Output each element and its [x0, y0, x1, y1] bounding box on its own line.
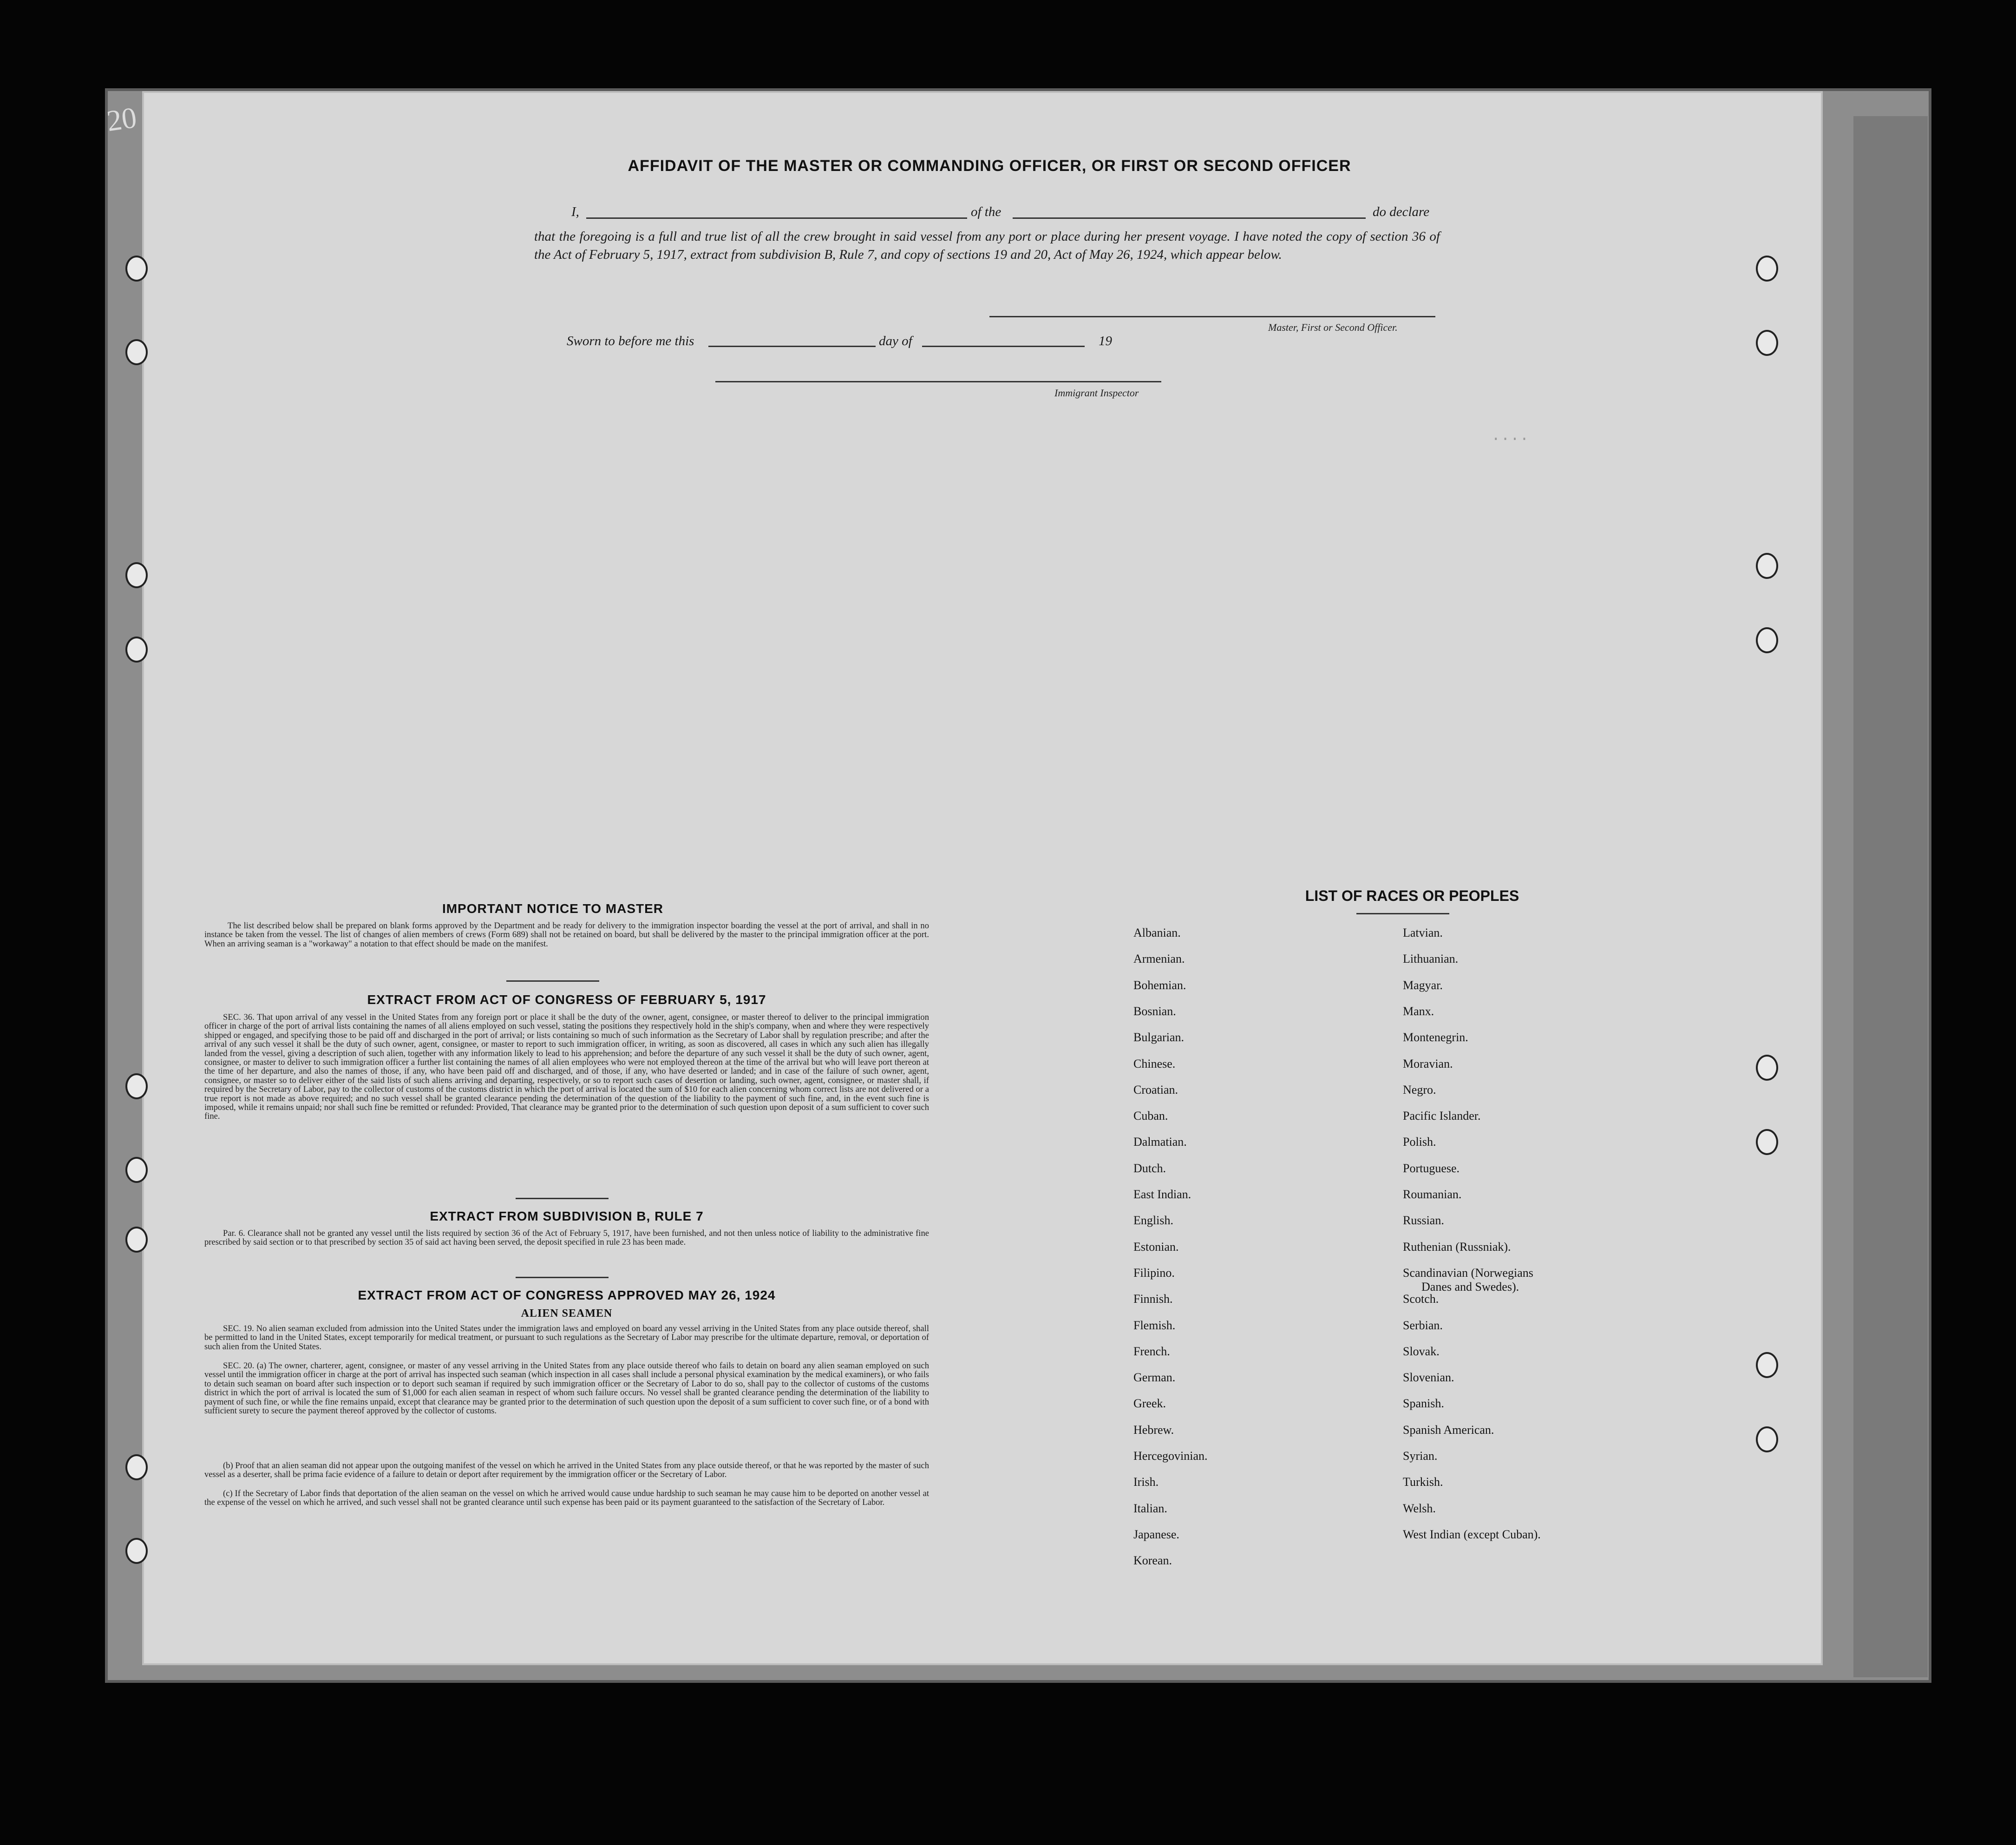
sworn-date-blank — [708, 346, 876, 347]
act-1924-title: EXTRACT FROM ACT OF CONGRESS APPROVED MAY 26, 1924 — [358, 1288, 776, 1302]
race-item: Welsh. — [1403, 1501, 1436, 1515]
race-item: Chinese. — [1133, 1057, 1176, 1070]
race-item: Latvian. — [1403, 926, 1443, 939]
race-item: Montenegrin. — [1403, 1031, 1468, 1044]
race-item: Danes and Swedes). — [1421, 1280, 1519, 1293]
race-item: Slovak. — [1403, 1344, 1440, 1358]
race-item: Scandinavian (Norwegians — [1403, 1266, 1533, 1280]
race-item: Irish. — [1133, 1475, 1159, 1489]
binder-hole — [1756, 1055, 1778, 1081]
act-1917-title: EXTRACT FROM ACT OF CONGRESS OF FEBRUARY 5, 1917 — [367, 992, 766, 1007]
sworn-month-blank — [922, 346, 1085, 347]
sworn-year: 19 — [1099, 334, 1112, 348]
binder-hole — [1756, 1426, 1778, 1452]
race-item: West Indian (except Cuban). — [1403, 1527, 1541, 1541]
race-item: Pacific Islander. — [1403, 1109, 1481, 1123]
notice-title: IMPORTANT NOTICE TO MASTER — [442, 901, 664, 916]
race-item: Greek. — [1133, 1397, 1166, 1411]
binder-hole — [1756, 1129, 1778, 1155]
inspector-signature-line — [715, 381, 1161, 382]
races-title: LIST OF RACES OR PEOPLES — [1305, 887, 1519, 904]
binder-hole — [1756, 553, 1778, 579]
race-item: East Indian. — [1133, 1188, 1191, 1201]
vessel-blank-line — [1013, 217, 1366, 219]
binder-hole — [125, 1454, 148, 1480]
race-item: Hebrew. — [1133, 1423, 1174, 1437]
race-item: Dutch. — [1133, 1161, 1166, 1175]
race-item: Cuban. — [1133, 1109, 1168, 1123]
corner-number: 20 — [105, 100, 139, 138]
races-divider — [1356, 913, 1449, 914]
race-item: Polish. — [1403, 1135, 1436, 1149]
race-item: Japanese. — [1133, 1527, 1179, 1541]
race-item: Turkish. — [1403, 1475, 1443, 1489]
binder-hole — [1756, 256, 1778, 282]
race-item: Spanish American. — [1403, 1423, 1494, 1437]
act-1917-body: SEC. 36. That upon arrival of any vessel in the United States from any foreign port or place it shall be the duty of the owner, agent, consignee, or master thereof to deliver to the principal immigration officer in charge of the port of arrival lists containing the names of all aliens employed on such vessel, stating the positions they respectively hold in the ship's company, when and where they were respectively shipped or engaged, and specifying those to be paid off and discharged in the port of arrival; or lists containing so much of such information as the Secretary of Labor shall by regulation prescribe; and after the arrival of any such vessel it shall be the duty of such owner, agent, consignee, or master to report to such immigration officer, in writing, as soon as discovered, all cases in which any such alien has illegally landed from the vessel, giving a description of such alien, together with any information likely to lead to his apprehension; and before the departure of any such vessel it shall be the duty of such owner, agent, consignee, or master to deliver to such immigration officer a further list containing the names of all alien employees who were not employed thereon at the time of the arrival but who will leave port thereon at the time of her departure, and also the names of those, if any, who have been paid off and discharged, and of those, if any, who have deserted or landed; and in case of the failure of such owner, agent, consignee, or master so to deliver either of the said lists of such aliens arriving and departing, respectively, or so to report such cases of desertion or landing, such owner, agent, consignee, or master shall, if required by the Secretary of Labor, pay to the collector of customs of the customs district in which the port of arrival is located the sum of $10 for each alien concerning whom correct lists are not delivered or a true report is not made as above required; and no such vessel shall be granted clearance pending the determination of the question of the liability to the payment of such fine, and, in the event such fine is imposed, while it remains unpaid; nor shall such fine be remitted or refunded: Provided, That clearance may be granted prior to the determination of such question upon deposit of a sum sufficient to cover such fine. — [204, 1012, 929, 1122]
race-item: Ruthenian (Russniak). — [1403, 1240, 1511, 1254]
race-item: Armenian. — [1133, 952, 1185, 966]
race-item: Manx. — [1403, 1004, 1434, 1018]
inspector-caption: Immigrant Inspector — [1054, 387, 1139, 399]
section-divider — [506, 980, 599, 982]
race-item: Slovenian. — [1403, 1371, 1454, 1385]
race-item: Serbian. — [1403, 1318, 1443, 1332]
race-item: Estonian. — [1133, 1240, 1179, 1254]
rule-7-body: Par. 6. Clearance shall not be granted any vessel until the lists required by section 36 of the Act of February 5, 1917, have been furnished, and not then unless notice of liability to the administrative fine prescribed by said section or to that prescribed by section 35 of said act having been served, the deposit specified in rule 23 has been made. — [204, 1228, 929, 1248]
section-divider — [516, 1198, 609, 1199]
bleed-through-text: .... — [1491, 427, 1529, 445]
binder-hole — [1756, 627, 1778, 653]
binder-hole — [125, 1157, 148, 1183]
race-item: Bulgarian. — [1133, 1031, 1185, 1044]
race-item: Magyar. — [1403, 978, 1443, 992]
binder-hole — [125, 256, 148, 282]
race-item: Lithuanian. — [1403, 952, 1459, 966]
race-item: Filipino. — [1133, 1266, 1175, 1280]
affidavit-body: that the foregoing is a full and true list of all the crew brought in said vessel from any port or place during her present voyage. I have noted the copy of section 36 of the Act of February 5, 1917, extract from subdivision B, Rule 7, and copy of sections 19 and 20, Act of May 26, 1924, which appear below. — [534, 229, 1440, 262]
sworn-prefix: Sworn to before me this — [567, 334, 694, 348]
sworn-day-of: day of — [879, 334, 912, 348]
binder-hole — [125, 1538, 148, 1564]
race-item: Hercegovinian. — [1133, 1449, 1208, 1463]
act-1924-sec20b: (b) Proof that an alien seaman did not appear upon the outgoing manifest of the vessel on which he arrived in the United States from any place outside thereof, or that he was reported by the master of such vessel as a deserter, shall be prima facie evidence of a failure to detain or deport after requirement by the immigration officer or the Secretary of Labor. — [204, 1461, 929, 1480]
race-item: Croatian. — [1133, 1083, 1178, 1096]
name-blank-line — [586, 217, 967, 219]
race-item: Bosnian. — [1133, 1004, 1176, 1018]
affidavit-declare: do declare — [1373, 204, 1430, 219]
rule-7-title: EXTRACT FROM SUBDIVISION B, RULE 7 — [430, 1209, 704, 1223]
binder-hole — [125, 339, 148, 365]
binder-hole — [1756, 1352, 1778, 1378]
affidavit-title: AFFIDAVIT OF THE MASTER OR COMMANDING OFFICER, OR FIRST OR SECOND OFFICER — [628, 157, 1351, 175]
race-item: Roumanian. — [1403, 1188, 1462, 1201]
race-item: Dalmatian. — [1133, 1135, 1187, 1149]
binder-hole — [1756, 330, 1778, 356]
race-item: Italian. — [1133, 1501, 1167, 1515]
race-item: German. — [1133, 1371, 1176, 1385]
race-item: Albanian. — [1133, 926, 1181, 939]
master-signature-line — [989, 316, 1435, 317]
binder-hole — [125, 562, 148, 588]
race-item: Bohemian. — [1133, 978, 1186, 992]
binder-hole — [125, 1073, 148, 1099]
race-item: Spanish. — [1403, 1397, 1444, 1411]
act-1924-sec20c: (c) If the Secretary of Labor finds that deportation of the alien seaman on the vessel on which he arrived would cause undue hardship to such seaman he may cause him to be deported on another vessel at the expense of the vessel on which he arrived, and such vessel shall not be granted clearance until such expense has been paid or its payment guaranteed to the satisfaction of the Secretary of Labor. — [204, 1489, 929, 1508]
master-caption: Master, First or Second Officer. — [1268, 322, 1398, 333]
act-1924-sec20a: SEC. 20. (a) The owner, charterer, agent, consignee, or master of any vessel arriving in the United States from any place outside thereof who fails to detain on board any alien seaman employed on such vessel until the immigration officer in charge at the port of arrival has inspected such seaman (which inspection in all cases shall include a personal physical examination by the medical examiners), or who fails to detain such seaman on board after such inspection or to deport such seaman if required by such immigration officer or the Secretary of Labor to do so, shall pay to the collector of customs of the customs district in which the port of arrival is located the sum of $1,000 for each alien seaman in respect of whom such failure occurs. No vessel shall be granted clearance pending the determination of the liability to payment of such fine, or while the fine remains unpaid, except that clearance may be granted prior to the determination of such question upon the deposit of a sum sufficient to cover such fine, or of a bond with sufficient surety to secure the payment thereof approved by the collector of customs. — [204, 1361, 929, 1416]
race-item: Scotch. — [1403, 1292, 1439, 1306]
race-item: Portuguese. — [1403, 1161, 1460, 1175]
race-item: Finnish. — [1133, 1292, 1173, 1306]
race-item: English. — [1133, 1214, 1173, 1228]
race-item: Negro. — [1403, 1083, 1436, 1096]
act-1924-sec19: SEC. 19. No alien seaman excluded from admission into the United States under the immigration laws and employed on board any vessel arriving in the United States from any place outside thereof, shall be permitted to land in the United States, except temporarily for medical treatment, or pursuant to such regulations as the Secretary of Labor may prescribe for the ultimate departure, removal, or deportation of such alien from the United States. — [204, 1324, 929, 1352]
act-1924-subtitle: ALIEN SEAMEN — [521, 1307, 613, 1320]
page-edge-strip — [1853, 116, 1928, 1677]
binder-hole — [125, 1227, 148, 1253]
affidavit-of-the: of the — [971, 204, 1001, 219]
race-item: Syrian. — [1403, 1449, 1438, 1463]
affidavit-i: I, — [571, 204, 579, 219]
notice-body: The list described below shall be prepared on blank forms approved by the Department and be ready for delivery to the immigration inspector boarding the vessel at the port of arrival, and shall in no instance be taken from the vessel. The list of changes of alien members of crews (Form 689) shall not be retained on board, but shall be delivered by the master to the principal immigration officer at the port. When an arriving seaman is a "workaway" a notation to that effect should be made on the manifest. — [204, 921, 929, 949]
section-divider — [516, 1277, 609, 1278]
race-item: French. — [1133, 1344, 1170, 1358]
manifest-back-page — [105, 93, 1821, 1663]
race-item: Korean. — [1133, 1554, 1172, 1568]
race-item: Moravian. — [1403, 1057, 1453, 1070]
race-item: Russian. — [1403, 1214, 1444, 1228]
race-item: Flemish. — [1133, 1318, 1176, 1332]
binder-hole — [125, 637, 148, 663]
